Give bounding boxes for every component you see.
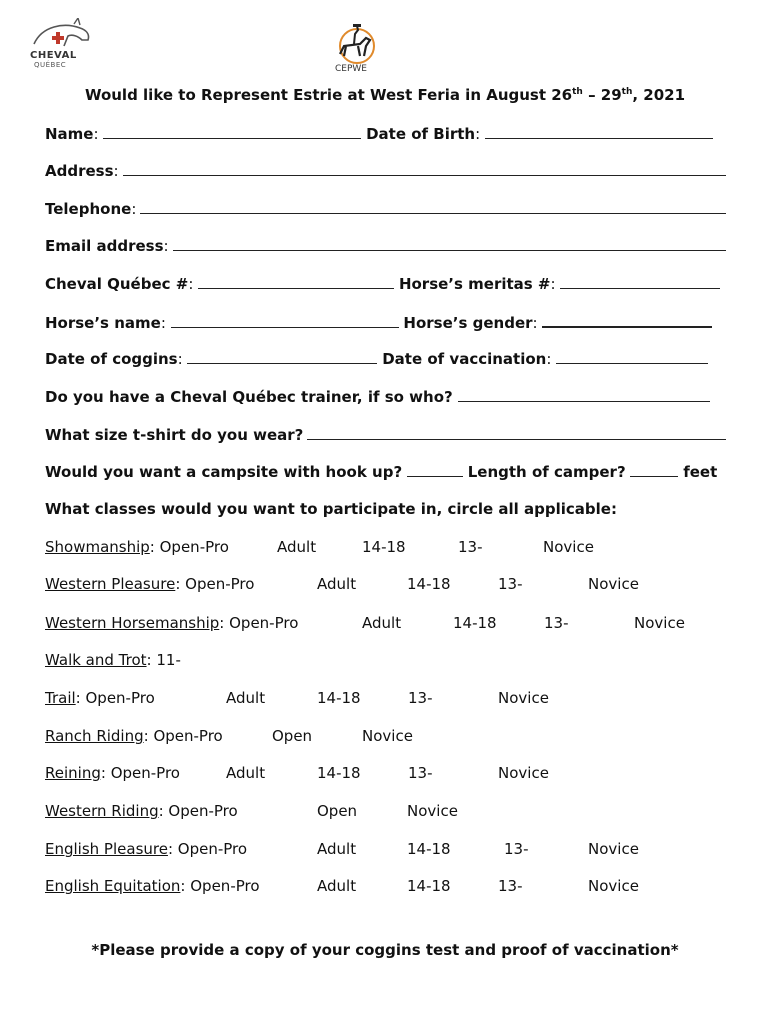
class-row-western-horsemanship: Western Horsemanship: Open-Pro [45, 614, 299, 632]
horse-name-gender-row: Horse’s name: Horse’s gender: [45, 312, 726, 332]
class-option[interactable]: 14-18 [362, 538, 406, 556]
class-row-walk-and-trot: Walk and Trot: 11- [45, 651, 181, 669]
horse-name-field[interactable] [171, 313, 399, 328]
class-row-reining: Reining: Open-Pro [45, 764, 180, 782]
class-option[interactable]: Open-Pro [229, 614, 299, 632]
class-option[interactable]: Open-Pro [185, 575, 255, 593]
class-option[interactable]: 13- [498, 575, 523, 593]
class-option[interactable]: Novice [634, 614, 685, 632]
class-option[interactable]: Novice [362, 727, 413, 745]
email-field[interactable] [173, 236, 726, 251]
camper-length-label: Length of camper? [467, 463, 626, 481]
vaccination-date-label: Date of vaccination [382, 350, 547, 368]
class-row-english-pleasure: English Pleasure: Open-Pro [45, 840, 248, 858]
class-option[interactable]: Open-Pro [110, 764, 180, 782]
horse-meritas-label: Horse’s meritas # [398, 275, 551, 293]
class-option[interactable]: 13- [544, 614, 569, 632]
class-option[interactable]: Novice [498, 764, 549, 782]
campsite-row [45, 462, 726, 481]
telephone-row: Telephone : [45, 199, 726, 218]
class-name: English Pleasure [45, 840, 168, 858]
class-name: Trail [45, 689, 76, 707]
cheval-quebec-number-field[interactable] [198, 274, 394, 289]
class-option[interactable]: Adult [226, 764, 266, 782]
name-label: Name [45, 125, 94, 143]
address-row: Address : [45, 161, 726, 180]
address-label: Address [45, 162, 114, 180]
class-option[interactable]: Novice [588, 877, 639, 895]
class-option[interactable]: Adult [226, 689, 266, 707]
feet-label: feet [683, 463, 718, 481]
class-name: Walk and Trot [45, 651, 147, 669]
class-option[interactable]: 13- [408, 764, 433, 782]
classes-heading-row [45, 500, 726, 518]
cepwe-logo-text: CEPWE [335, 64, 367, 74]
class-row-trail: Trail: Open-Pro [45, 689, 155, 707]
dob-label: Date of Birth [366, 125, 476, 143]
class-option[interactable]: 14-18 [407, 840, 451, 858]
class-option[interactable]: 14-18 [407, 575, 451, 593]
rider-icon [330, 24, 380, 64]
campsite-field[interactable] [407, 462, 463, 477]
dob-field[interactable] [485, 124, 713, 139]
class-option[interactable]: Novice [588, 575, 639, 593]
class-name: Western Horsemanship [45, 614, 220, 632]
coggins-vaccination-note: *Please provide a copy of your coggins test and proof of vaccination* [91, 941, 679, 959]
class-option[interactable]: 14-18 [317, 764, 361, 782]
horse-gender-label: Horse’s gender [403, 314, 533, 332]
coggins-date-field[interactable] [187, 349, 377, 364]
class-option[interactable]: 13- [408, 689, 433, 707]
class-row-showmanship: Showmanship: Open-Pro [45, 538, 229, 556]
campsite-label: Would you want a campsite with hook up? [45, 463, 403, 481]
class-option[interactable]: Open-Pro [85, 689, 155, 707]
coggins-vaccination-row: Date of coggins: Date of vaccination: [45, 349, 726, 368]
class-row-western-pleasure: Western Pleasure: Open-Pro [45, 575, 255, 593]
class-option[interactable]: Adult [362, 614, 402, 632]
class-option[interactable]: Novice [543, 538, 594, 556]
cheval-quebec-number-label: Cheval Québec # [45, 275, 189, 293]
vaccination-date-field[interactable] [556, 349, 708, 364]
class-option[interactable]: Adult [317, 840, 357, 858]
class-name: Western Riding [45, 802, 159, 820]
tshirt-label: What size t-shirt do you wear? [45, 426, 304, 444]
class-option[interactable]: 14-18 [453, 614, 497, 632]
class-row-english-equitation: English Equitation: Open-Pro [45, 877, 260, 895]
email-row: Email address : [45, 236, 726, 255]
class-option[interactable]: 13- [498, 877, 523, 895]
tshirt-row [45, 425, 726, 444]
class-option[interactable]: Open-Pro [177, 840, 248, 858]
class-row-ranch-riding: Ranch Riding: Open-Pro [45, 727, 223, 745]
class-name: Ranch Riding [45, 727, 144, 745]
cepwe-logo [330, 24, 380, 76]
class-option[interactable]: Open [317, 802, 358, 820]
trainer-label: Do you have a Cheval Québec trainer, if so who? [45, 388, 453, 406]
cheval-meritas-row: Cheval Québec #: Horse’s meritas #: [45, 274, 726, 293]
class-option[interactable]: Novice [407, 802, 458, 820]
email-label: Email address [45, 237, 164, 255]
class-row-western-riding: Western Riding: Open-Pro [45, 802, 238, 820]
horse-head-icon [28, 18, 98, 52]
class-option[interactable]: Novice [588, 840, 639, 858]
class-option[interactable]: Open-Pro [159, 538, 229, 556]
address-field[interactable] [123, 161, 726, 176]
horse-meritas-field[interactable] [560, 274, 720, 289]
class-option[interactable]: Open-Pro [168, 802, 238, 820]
trainer-row [45, 387, 726, 406]
telephone-label: Telephone [45, 200, 132, 218]
coggins-date-label: Date of coggins [45, 350, 178, 368]
classes-heading: What classes would you want to participate in, circle all applicable: [45, 500, 617, 518]
form-title: Would like to Represent Estrie at West Feria in August 26th – 29th, 2021 [84, 86, 686, 104]
class-name: English Equitation [45, 877, 181, 895]
class-option[interactable]: 14-18 [317, 689, 361, 707]
class-option[interactable]: Novice [498, 689, 549, 707]
class-option[interactable]: Adult [317, 877, 357, 895]
class-name: Reining [45, 764, 101, 782]
class-option[interactable]: 13- [458, 538, 483, 556]
class-option[interactable]: 11- [156, 651, 181, 669]
camper-length-field[interactable] [630, 462, 678, 477]
horse-gender-field[interactable] [542, 312, 712, 328]
class-option[interactable]: 14-18 [407, 877, 451, 895]
trainer-field[interactable] [458, 387, 710, 402]
class-option[interactable]: Open-Pro [153, 727, 223, 745]
class-option[interactable]: Open [272, 727, 313, 745]
class-option[interactable]: 13- [504, 840, 529, 858]
class-option[interactable]: Adult [277, 538, 317, 556]
horse-name-label: Horse’s name [45, 314, 161, 332]
cheval-quebec-logo-text: CHEVAL [30, 50, 77, 61]
telephone-field[interactable] [140, 199, 726, 214]
class-name: Showmanship [45, 538, 150, 556]
class-option[interactable]: Open-Pro [190, 877, 260, 895]
cheval-quebec-logo-subtext: QUÉBEC [34, 61, 67, 69]
name-field[interactable] [103, 124, 361, 139]
class-option[interactable]: Adult [317, 575, 357, 593]
cheval-quebec-logo [28, 18, 98, 74]
name-dob-row: Name: Date of Birth: [45, 124, 726, 143]
class-name: Western Pleasure [45, 575, 176, 593]
tshirt-field[interactable] [307, 425, 726, 440]
